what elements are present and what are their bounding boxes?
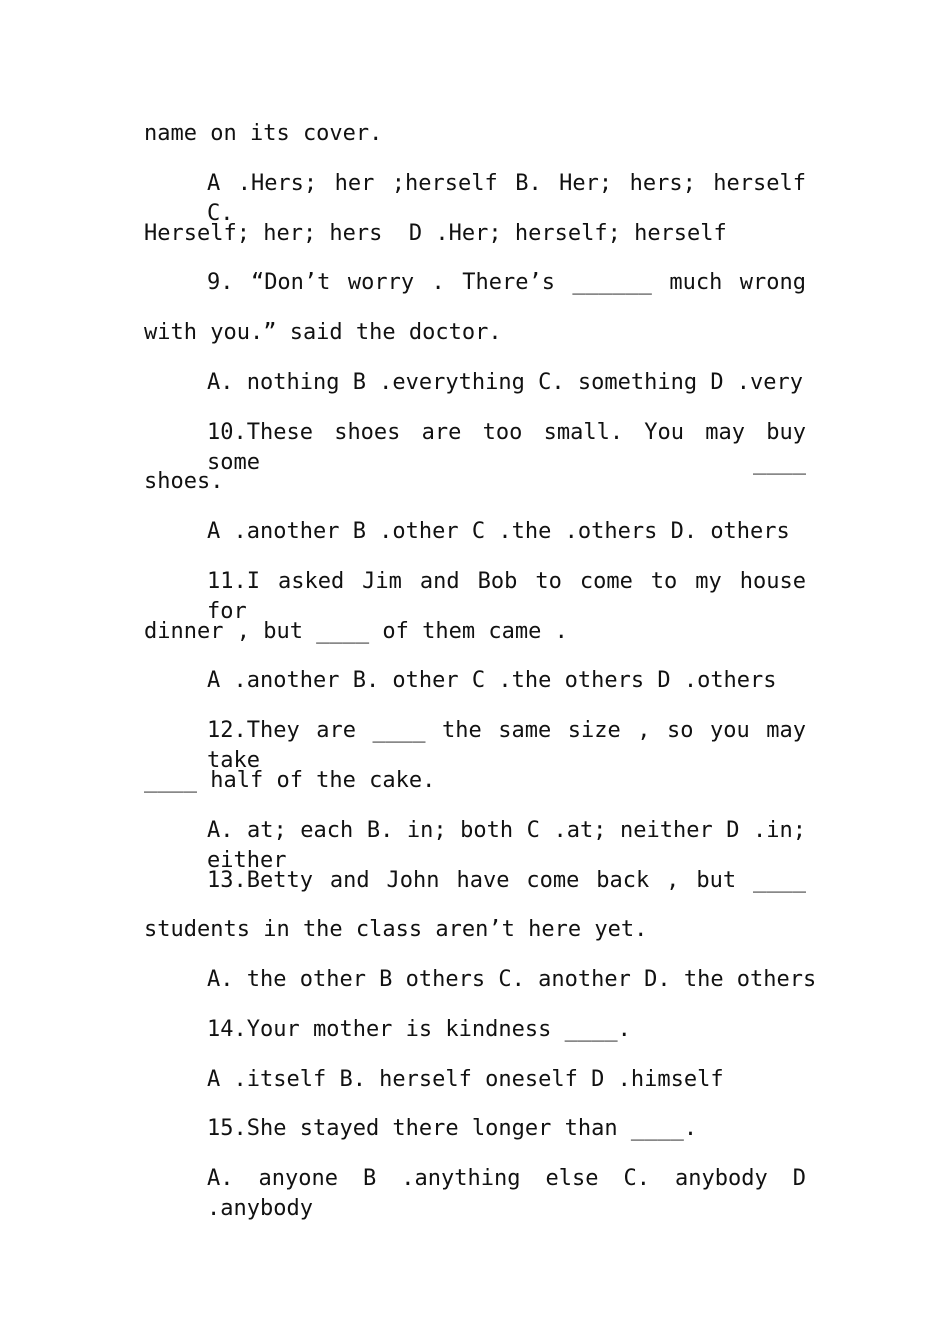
text-line-question-9-cont: with you.” said the doctor. bbox=[144, 320, 502, 345]
text-line-question-10-options: A .another B .other C .the .others D. others bbox=[207, 519, 790, 544]
text-line-question-10: 10.These shoes are too small. You may buy some ____ bbox=[207, 420, 806, 475]
text-line-question-8-options-cont: Herself; her; hers D .Her; herself; herself bbox=[144, 221, 727, 246]
text-line-question-8-options: A .Hers; her ;herself B. Her; hers; herself C. bbox=[207, 171, 806, 226]
text-line-question-12-options: A. at; each B. in; both C .at; neither D .in; either bbox=[207, 818, 806, 873]
text-line-question-10-cont: shoes. bbox=[144, 469, 224, 494]
text-line-question-12: 12.They are ____ the same size , so you may take bbox=[207, 718, 806, 773]
text-line-question-9-options: A. nothing B .everything C. something D .very bbox=[207, 370, 804, 395]
text-line-question-15: 15.She stayed there longer than ____. bbox=[207, 1116, 698, 1141]
text-line-question-9: 9. “Don’t worry . There’s ______ much wrong bbox=[207, 270, 806, 295]
text-line-question-13-cont: students in the class aren’t here yet. bbox=[144, 917, 648, 942]
text-line-question-15-options: A. anyone B .anything else C. anybody D .anybody bbox=[207, 1166, 806, 1221]
text-line-question-13: 13.Betty and John have come back , but ____ bbox=[207, 868, 806, 893]
text-line-question-8-end: name on its cover. bbox=[144, 121, 383, 146]
text-line-question-14-options: A .itself B. herself oneself D .himself bbox=[207, 1067, 724, 1092]
text-line-question-11-cont: dinner , but ____ of them came . bbox=[144, 619, 568, 644]
text-line-question-11: 11.I asked Jim and Bob to come to my house for bbox=[207, 569, 806, 624]
text-line-question-13-options: A. the other B others C. another D. the others bbox=[207, 967, 817, 992]
text-line-question-14: 14.Your mother is kindness ____. bbox=[207, 1017, 631, 1042]
text-line-question-12-cont: ____ half of the cake. bbox=[144, 768, 436, 793]
text-line-question-11-options: A .another B. other C .the others D .others bbox=[207, 668, 777, 693]
